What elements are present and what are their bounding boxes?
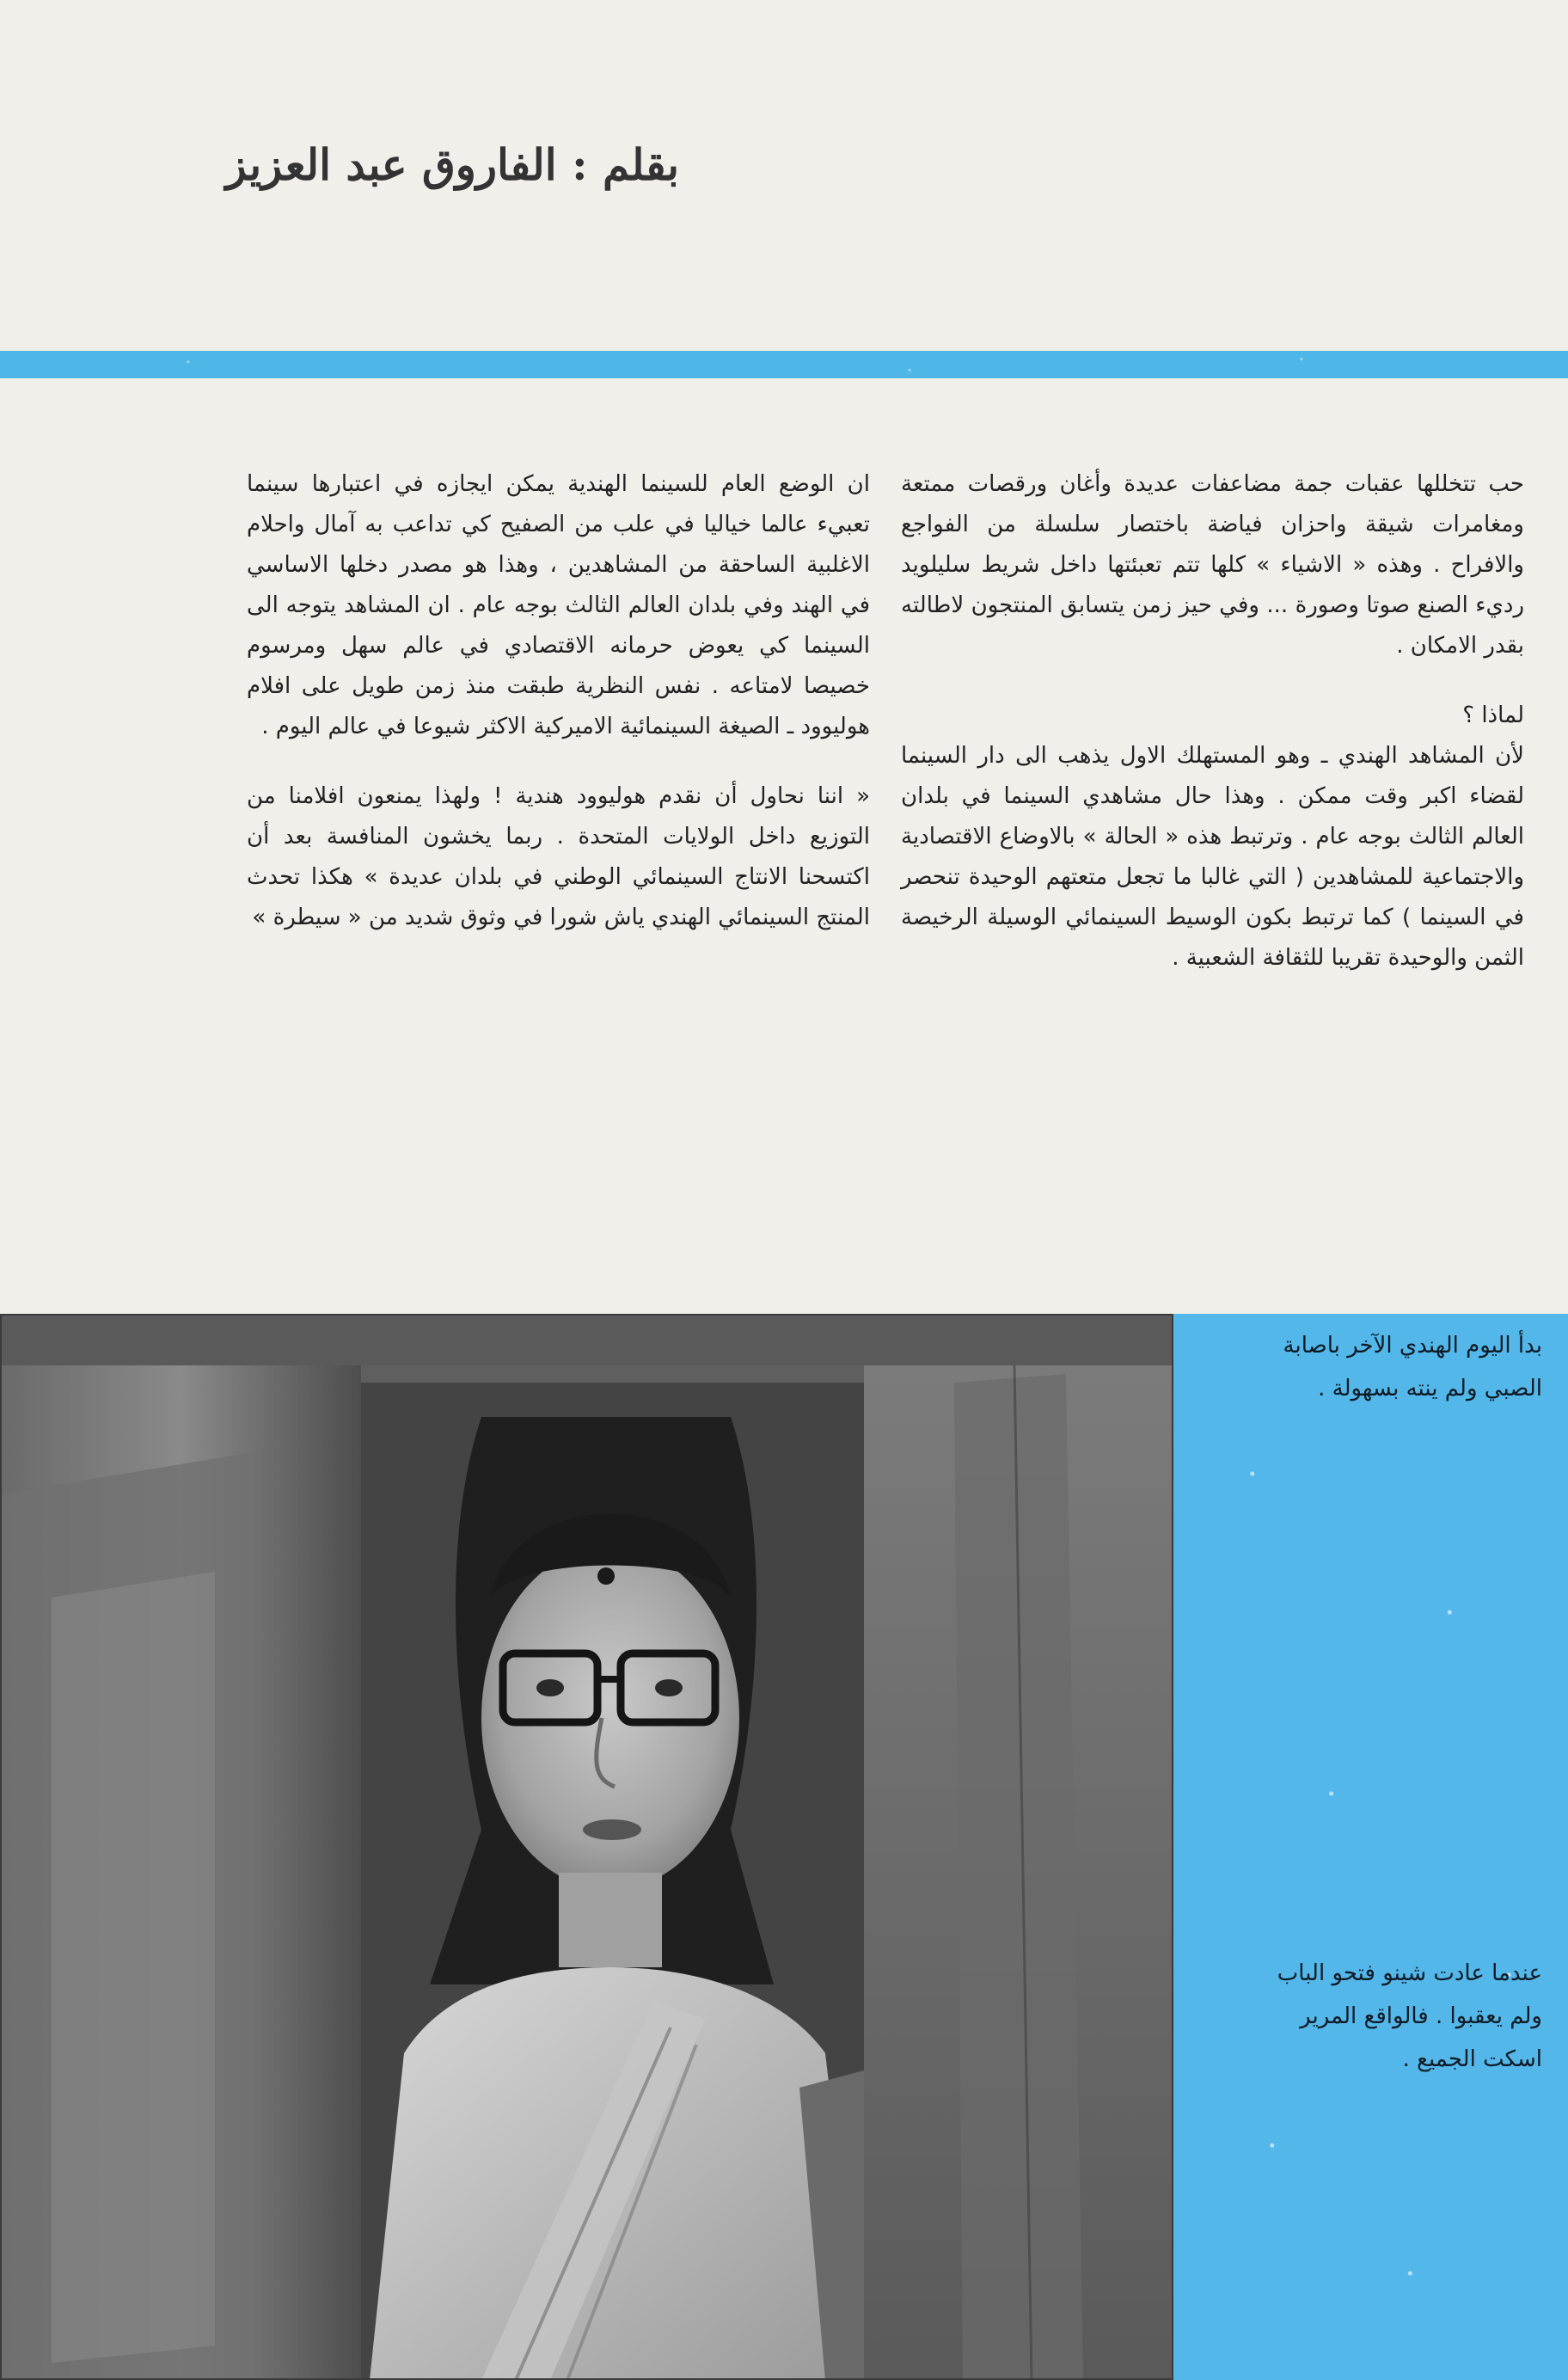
byline: بقلم : الفاروق عبد العزيز bbox=[225, 139, 679, 190]
photo-caption-top: بدأ اليوم الهندي الآخر باصابة الصبي ولم ينته بسهولة . bbox=[1283, 1333, 1542, 1402]
article-column-left bbox=[247, 464, 870, 967]
article-paragraph: ان الوضع العام للسينما الهندية يمكن ايجازه في اعتبارها سينما تعبيء عالما خياليا في علب من الصفيح كي تداعب به آمال واحلام الاغلبية الساحقة من المشاهدين ، وهذا هو مصدر دخلها الاساسي في الهند وفي بلدان العالم الثالث بوجه عام . ان المشاهد يتوجه الى السينما كي يعوض حرمانه الاقتصادي في عالم سهل ومرسوم خصيصا لامتاعه . نفس النظرية طبقت منذ زمن طويل على افلام هوليوود ـ الصيغة السينمائية الاميركية الاكثر شيوعا في عالم اليوم . bbox=[247, 471, 870, 739]
article-column-right bbox=[901, 464, 1524, 1008]
blue-divider-bar bbox=[0, 351, 1568, 378]
article-paragraph: حب تتخللها عقبات جمة مضاعفات عديدة وأغان ورقصات ممتعة ومغامرات شيقة واحزان فياضة باختصار سلسلة من الفواجع والافراح . وهذه « الاشياء » كلها تتم تعبئتها داخل شريط سليلويد رديء الصنع صوتا وصورة ... وفي حيز زمن يتسابق المنتجون لاطالته بقدر الامكان . bbox=[901, 471, 1524, 659]
photo-caption-bottom: عندما عادت شينو فتحو الباب ولم يعقبوا . فالواقع المرير اسكت الجميع . bbox=[1277, 1960, 1542, 2072]
article-paragraph: لأن المشاهد الهندي ـ وهو المستهلك الاول يذهب الى دار السينما لقضاء اكبر وقت ممكن . وهذا حال مشاهدي السينما في بلدان العالم الثالث بوجه عام . وترتبط هذه « الحالة » بالاوضاع الاقتصادية والاجتماعية للمشاهدين ( التي غالبا ما تجعل متعتهم الوحيدة تنحصر في السينما ) كما ترتبط بكون الوسيط السينمائي الوسيلة الرخيصة الثمن والوحيدة تقريبا للثقافة الشعبية . bbox=[901, 743, 1524, 971]
caption-panel bbox=[1173, 1314, 1568, 2380]
article-paragraph: « اننا نحاول أن نقدم هوليوود هندية ! ولهذا يمنعون افلامنا من التوزيع داخل الولايات المتحدة . ربما يخشون المنافسة بعد أن اكتسحنا الانتاج السينمائي الوطني في بلدان عديدة » هكذا تحدث المنتج السينمائي الهندي ياش شورا في وثوق شديد من « سيطرة » bbox=[247, 783, 870, 930]
film-still-photo bbox=[0, 1314, 1173, 2380]
section-heading: لماذا ؟ bbox=[1462, 702, 1524, 728]
